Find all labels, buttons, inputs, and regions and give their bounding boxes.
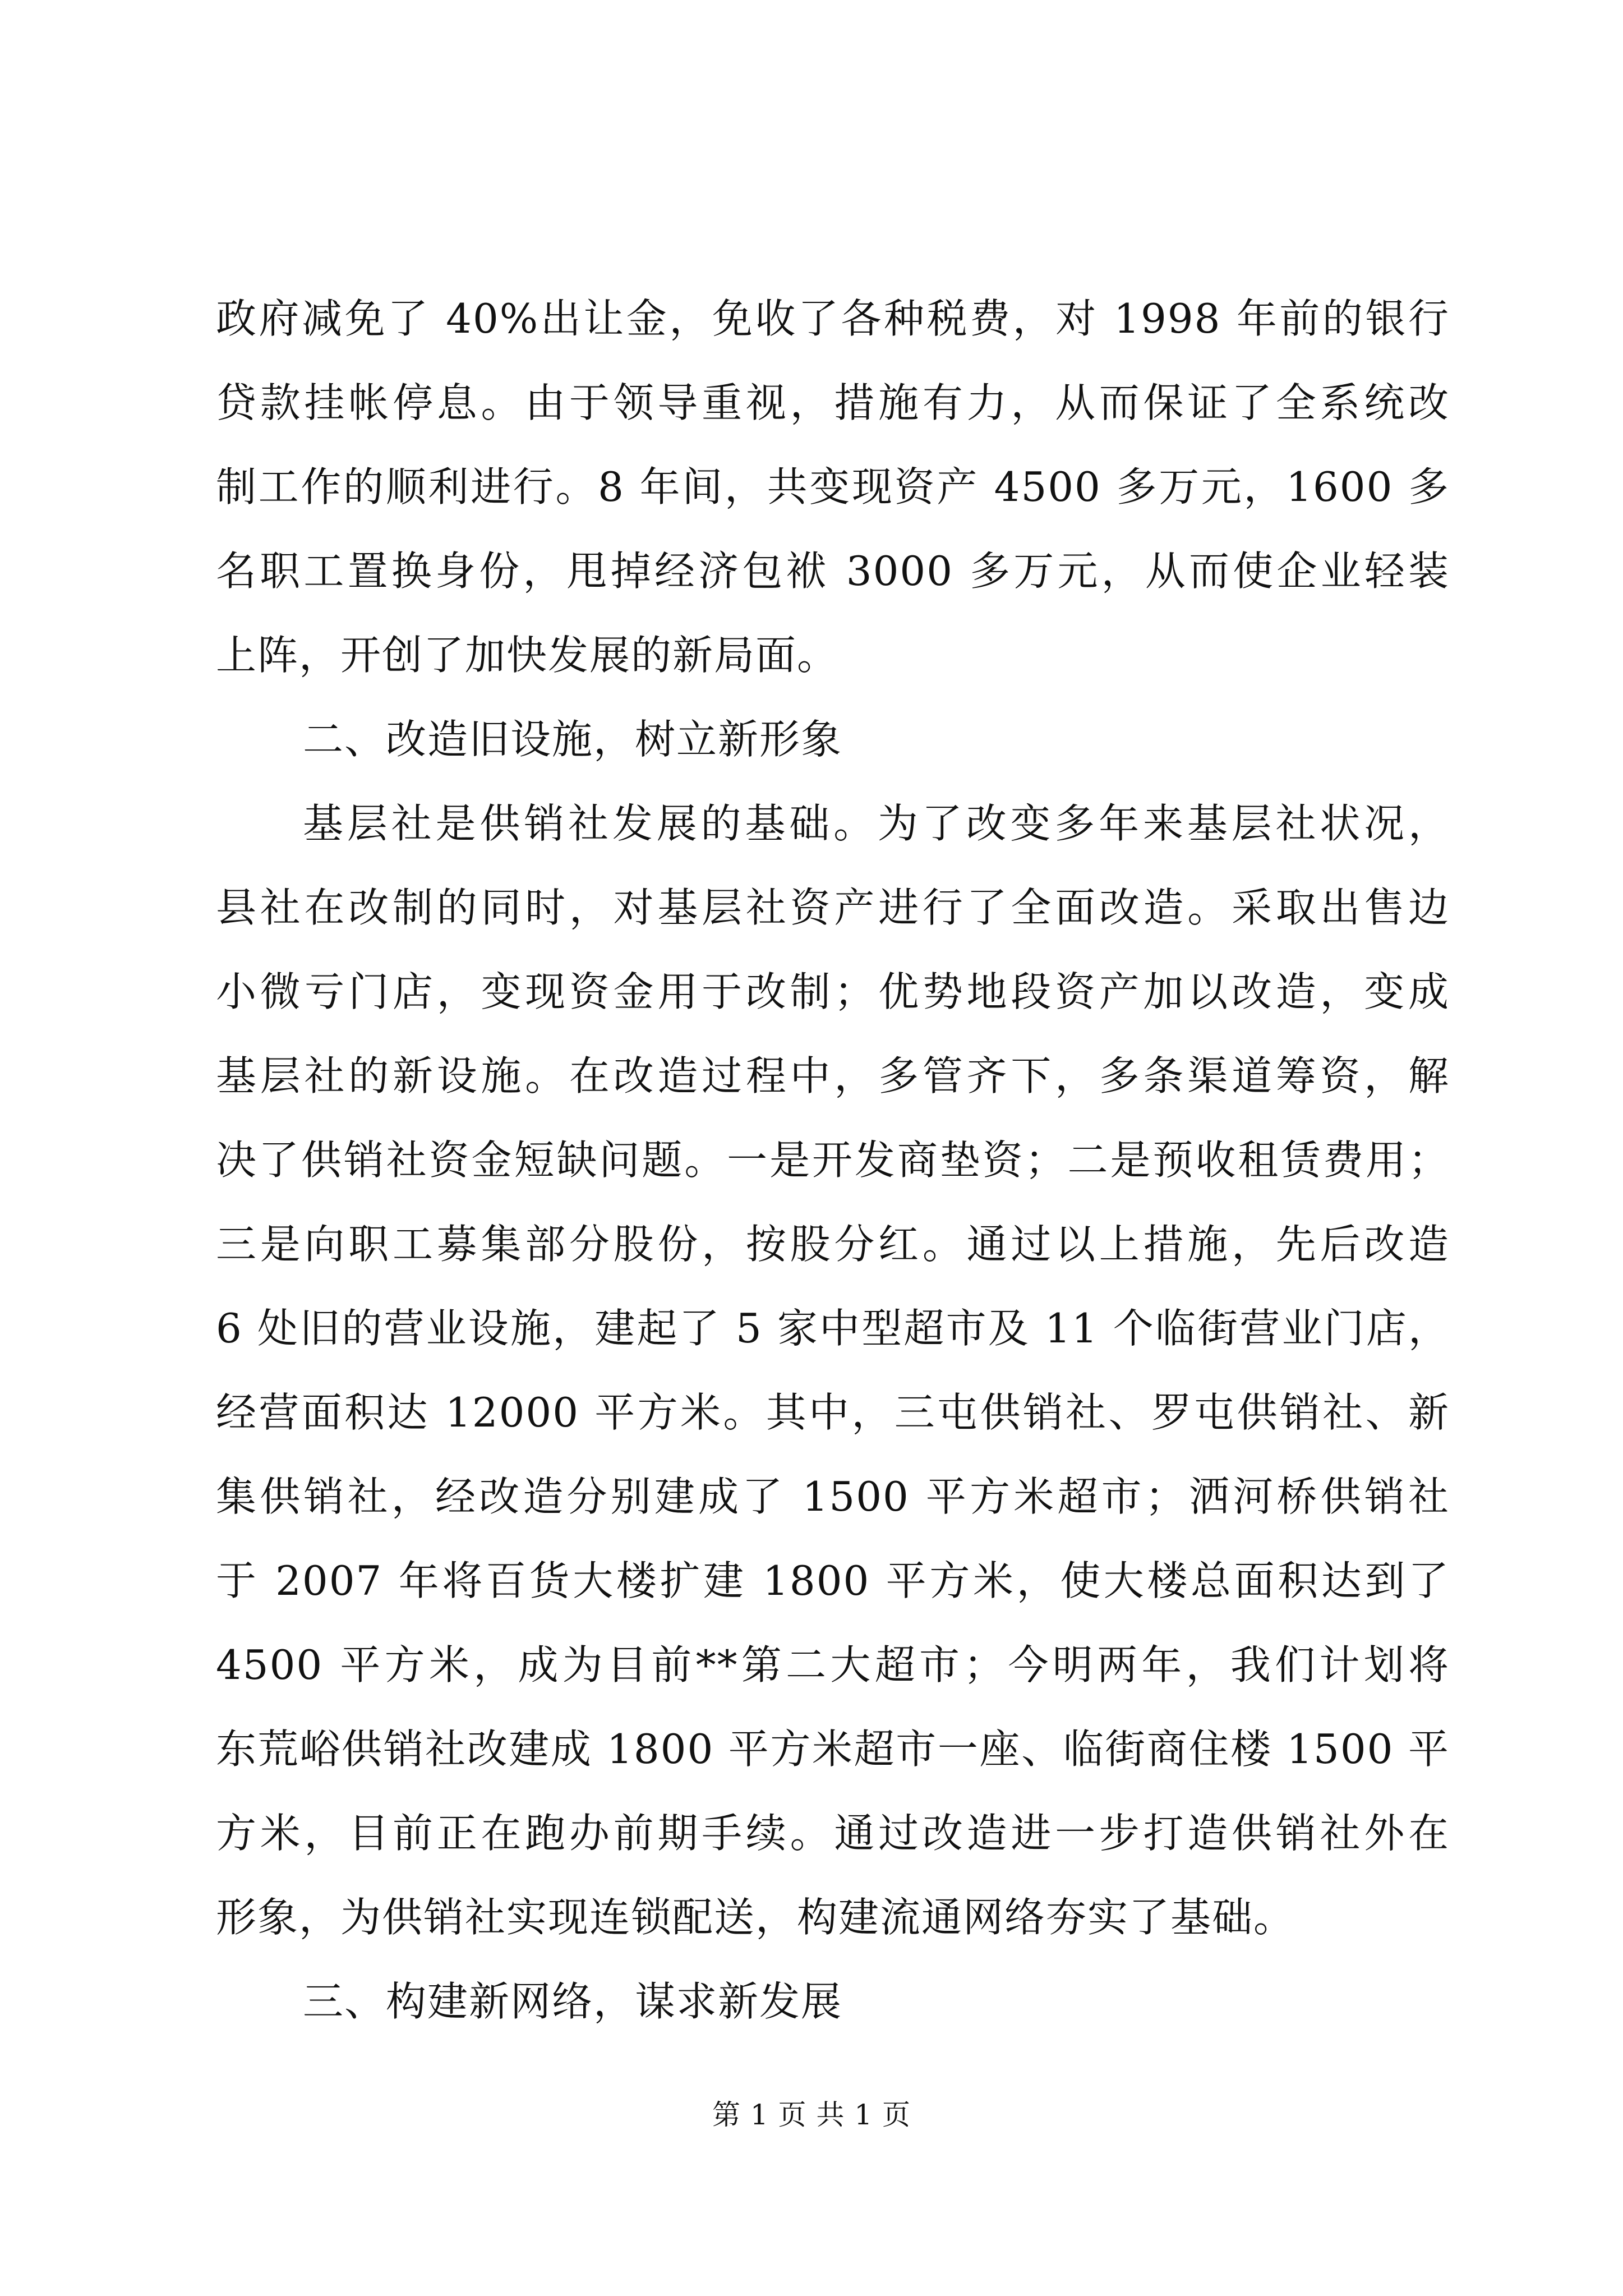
paragraph-line-7: 基层社是供销社发展的基础。为了改变多年来基层社状况， — [303, 800, 1450, 847]
page-footer: 第 1 页 共 1 页 — [712, 2099, 911, 2131]
paragraph-line-19: 方米，目前正在跑办前期手续。通过改造进一步打造供销社外在 — [216, 1810, 1450, 1857]
paragraph-line-3: 制工作的顺利进行。8 年间，共变现资产 4500 多万元，1600 多 — [216, 463, 1450, 510]
paragraph-line-13: 6 处旧的营业设施，建起了 5 家中型超市及 11 个临街营业门店， — [216, 1305, 1450, 1352]
paragraph-line-1: 政府减免了 40%出让金，免收了各种税费，对 1998 年前的银行 — [216, 295, 1450, 342]
paragraph-line-15: 集供销社，经改造分别建成了 1500 平方米超市；洒河桥供销社 — [216, 1473, 1450, 1520]
paragraph-line-20: 形象，为供销社实现连锁配送，构建流通网络夯实了基础。 — [216, 1894, 1295, 1941]
paragraph-line-14: 经营面积达 12000 平方米。其中，三屯供销社、罗屯供销社、新 — [216, 1389, 1450, 1436]
section-heading-3: 三、构建新网络，谋求新发展 — [303, 1978, 843, 2025]
paragraph-line-11: 决了供销社资金短缺问题。一是开发商垫资；二是预收租赁费用； — [216, 1137, 1450, 1184]
paragraph-line-5: 上阵，开创了加快发展的新局面。 — [216, 632, 839, 679]
paragraph-line-18: 东荒峪供销社改建成 1800 平方米超市一座、临街商住楼 1500 平 — [216, 1726, 1450, 1773]
section-heading-2: 二、改造旧设施，树立新形象 — [303, 716, 843, 763]
paragraph-line-9: 小微亏门店，变现资金用于改制；优势地段资产加以改造，变成 — [216, 968, 1450, 1015]
paragraph-line-16: 于 2007 年将百货大楼扩建 1800 平方米，使大楼总面积达到了 — [216, 1557, 1450, 1604]
paragraph-line-2: 贷款挂帐停息。由于领导重视，措施有力，从而保证了全系统改 — [216, 379, 1450, 426]
paragraph-line-4: 名职工置换身份，甩掉经济包袱 3000 多万元，从而使企业轻装 — [216, 547, 1450, 595]
paragraph-line-17: 4500 平方米，成为目前**第二大超市；今明两年，我们计划将 — [216, 1641, 1450, 1688]
paragraph-line-12: 三是向职工募集部分股份，按股分红。通过以上措施，先后改造 — [216, 1221, 1450, 1268]
paragraph-line-10: 基层社的新设施。在改造过程中，多管齐下，多条渠道筹资，解 — [216, 1052, 1450, 1099]
paragraph-line-8: 县社在改制的同时，对基层社资产进行了全面改造。采取出售边 — [216, 884, 1450, 931]
